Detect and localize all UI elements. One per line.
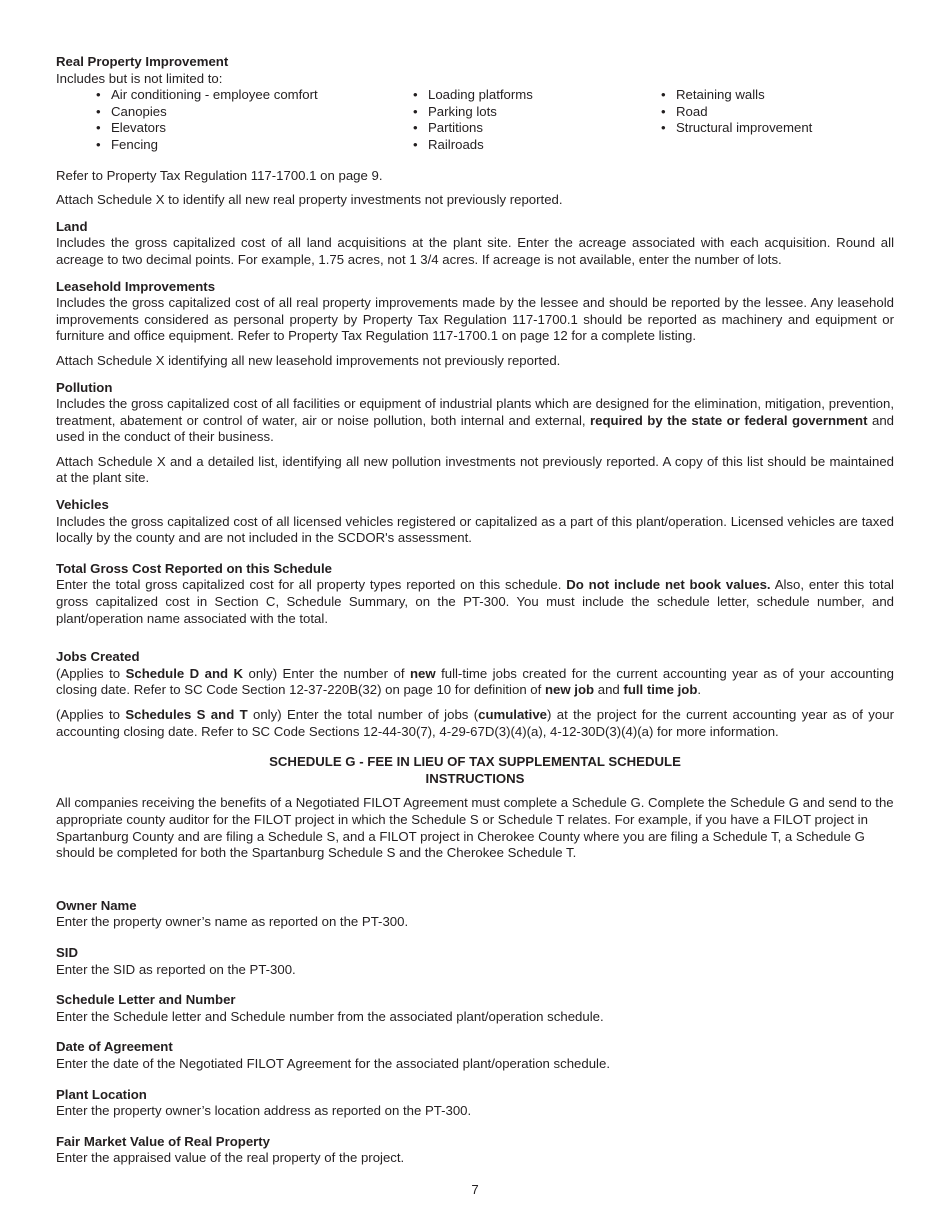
list-item: • Railroads xyxy=(413,137,661,154)
leasehold-attach: Attach Schedule X identifying all new leasehold improvements not previously reported. xyxy=(56,352,561,368)
rpi-intro: Includes but is not limited to: xyxy=(56,70,223,86)
jobs-text-2: (Applies to Schedules S and T only) Enter the total number of jobs (cumulative) at the project for the current accounting year as of your accounting closing date. Refer to SC Code Sections 12-44-30(7), 4-29-67D(3)(4)(a), 4-12-30D(3)(4)(a) for more information. xyxy=(56,707,894,739)
leasehold-heading: Leasehold Improvements xyxy=(56,278,216,294)
list-item: • Elevators xyxy=(96,120,413,137)
jobs-text-1: (Applies to Schedule D and K only) Enter the number of new full-time jobs created for the current accounting year as of your accounting closing date. Refer to SC Code Section 12-37-220B(32) on page 10 for definition of new job and full time job. xyxy=(56,665,894,698)
schedule-letter-heading: Schedule Letter and Number xyxy=(56,992,236,1008)
page-number: 7 xyxy=(471,1182,479,1197)
rpi-bullet-list xyxy=(96,87,894,153)
date-agreement-text: Enter the date of the Negotiated FILOT Agreement for the associated plant/operation schedule. xyxy=(56,1055,610,1071)
rpi-heading: Real Property Improvement xyxy=(56,54,229,69)
pollution-heading: Pollution xyxy=(56,379,113,395)
list-item: • Partitions xyxy=(413,120,661,137)
vehicles-text: Includes the gross capitalized cost of all licensed vehicles registered or capitalized as a part of this plant/operation. Licensed vehicles are taxed locally by the county and are not included in the SCDOR's assessment. xyxy=(56,513,894,546)
date-agreement-heading: Date of Agreement xyxy=(56,1039,173,1055)
total-text: Enter the total gross capitalized cost for all property types reported on this schedule. Do not include net book values. Also, enter this total gross capitalized cost in Section C, Schedule Summary, on the PT-300. You must include the schedule letter, schedule number, and plant/operation name associated with the total. xyxy=(56,577,894,626)
schedule-g-title: SCHEDULE G - FEE IN LIEU OF TAX SUPPLEMENTAL SCHEDULE xyxy=(269,754,681,770)
fmv-heading: Fair Market Value of Real Property xyxy=(56,1133,271,1149)
document-page xyxy=(56,54,894,1167)
list-item: • Loading platforms xyxy=(413,87,661,104)
list-item: • Retaining walls xyxy=(661,87,812,104)
rpi-attach: Attach Schedule X to identify all new real property investments not previously reported. xyxy=(56,192,563,208)
fmv-text: Enter the appraised value of the real property of the project. xyxy=(56,1150,405,1166)
land-text: Includes the gross capitalized cost of all land acquisitions at the plant site. Enter the acreage associated with each acquisition. Round all acreage to two decimal points. For example, 1.75 acres, not 1 3/4 acres. If acreage is not available, enter the number of lots. xyxy=(56,235,894,267)
schedule-g-intro: All companies receiving the benefits of a Negotiated FILOT Agreement must complete a Schedule G. Complete the Schedule G and send to the appropriate county auditor for the FILOT project in which the Schedule S or Schedule T relates. For example, if you have a FILOT project in Spartanburg County and are filing a Schedule S, and a FILOT project in Cherokee County where you are filing a Schedule T, a Schedule G should be completed for both the Spartanburg Schedule S and the Cherokee Schedule T. xyxy=(56,795,894,861)
rpi-column-3 xyxy=(661,87,812,153)
schedule-g-subtitle: INSTRUCTIONS xyxy=(425,770,525,786)
owner-heading: Owner Name xyxy=(56,897,137,913)
jobs-heading: Jobs Created xyxy=(56,649,140,665)
owner-text: Enter the property owner’s name as reported on the PT-300. xyxy=(56,914,409,930)
list-item: • Fencing xyxy=(96,137,413,154)
leasehold-text: Includes the gross capitalized cost of all real property improvements made by the lessee and should be reported by the lessee. Any leasehold improvements considered as personal property by Property Tax Regulation 117-1700.1 should be reported as machinery and equipment or furniture and office equipment. Refer to Property Tax Regulation 117-1700.1 on page 12 for a complete listing. xyxy=(56,295,894,344)
pollution-text: Includes the gross capitalized cost of all facilities or equipment of industrial plants which are designed for the elimination, mitigation, prevention, treatment, abatement or control of water, air or noise pollution, both internal and external, required by the state or federal government and used in the conduct of their business. xyxy=(56,396,894,445)
sid-heading: SID xyxy=(56,944,78,960)
list-item: • Road xyxy=(661,104,812,121)
plant-location-heading: Plant Location xyxy=(56,1086,147,1102)
list-item: • Canopies xyxy=(96,104,413,121)
plant-location-text: Enter the property owner’s location address as reported on the PT-300. xyxy=(56,1103,472,1119)
pollution-attach: Attach Schedule X and a detailed list, identifying all new pollution investments not previously reported. A copy of this list should be maintained at the plant site. xyxy=(56,453,894,486)
list-item: • Parking lots xyxy=(413,104,661,121)
land-heading: Land xyxy=(56,218,88,234)
list-item: • Structural improvement xyxy=(661,120,812,137)
list-item: • Air conditioning - employee comfort xyxy=(96,87,413,104)
sid-text: Enter the SID as reported on the PT-300. xyxy=(56,961,296,977)
schedule-letter-text: Enter the Schedule letter and Schedule number from the associated plant/operation schedule. xyxy=(56,1008,604,1024)
rpi-column-2 xyxy=(413,87,661,153)
rpi-refer: Refer to Property Tax Regulation 117-1700.1 on page 9. xyxy=(56,167,383,183)
total-heading: Total Gross Cost Reported on this Schedule xyxy=(56,560,332,576)
rpi-column-1 xyxy=(96,87,413,153)
vehicles-heading: Vehicles xyxy=(56,497,109,513)
